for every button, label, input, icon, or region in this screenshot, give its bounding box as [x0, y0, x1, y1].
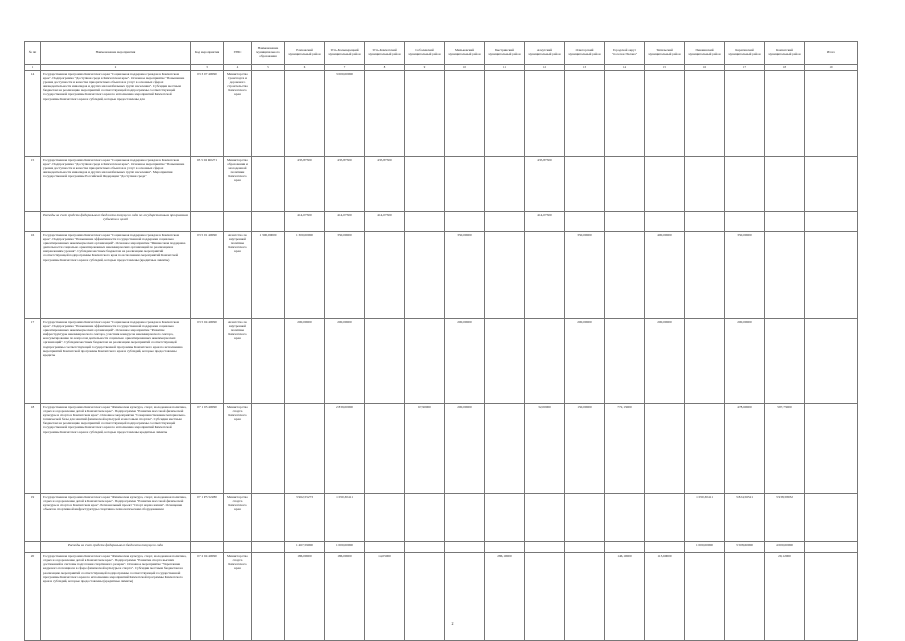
amount-cell	[485, 319, 525, 404]
amount-cell	[445, 542, 485, 553]
amount-cell: 414,07500	[525, 212, 565, 232]
amount-cell	[485, 404, 525, 494]
page-number: 2	[451, 621, 454, 626]
amount-cell: 414,07500	[365, 212, 405, 232]
column-number: 13	[565, 65, 605, 71]
amount-cell	[252, 319, 285, 404]
column-number: 18	[765, 65, 805, 71]
amount-cell	[365, 71, 405, 157]
column-header: Наименование муниципального образования	[252, 42, 285, 65]
amount-cell: 200,00000	[725, 319, 765, 404]
amount-cell: 113,60000	[645, 553, 685, 641]
amount-cell	[252, 553, 285, 641]
table-row	[25, 319, 858, 404]
amount-cell	[805, 553, 858, 641]
row-code: 07 1 P5 52280	[191, 494, 224, 542]
row-grbs: Министерство спорта Камчатского края	[224, 553, 252, 641]
amount-cell	[725, 212, 765, 232]
amount-cell	[525, 71, 565, 157]
amount-cell	[252, 494, 285, 542]
column-number: 19	[805, 65, 858, 71]
amount-cell: 3 962,55273	[285, 494, 325, 542]
amount-cell	[252, 157, 285, 212]
column-number: 6	[285, 65, 325, 71]
column-header: ГРБС	[224, 42, 252, 65]
amount-cell: 3 000,00000	[325, 71, 365, 157]
row-number: 20	[25, 553, 41, 641]
amount-cell: 435,87500	[365, 157, 405, 212]
amount-cell	[485, 232, 525, 319]
amount-cell	[252, 404, 285, 494]
amount-cell: 1 050,30411	[325, 494, 365, 542]
amount-cell	[725, 157, 765, 212]
row-grbs: Агентство по внутренней политике Камчатского края	[224, 232, 252, 319]
row-number: 19	[25, 494, 41, 542]
amount-cell	[605, 232, 645, 319]
amount-cell	[565, 494, 605, 542]
note-row	[25, 542, 858, 553]
amount-cell	[685, 319, 725, 404]
table-row	[25, 232, 858, 319]
row-code: 03 3 07 40090	[191, 71, 224, 157]
column-header: Быстринский муниципальный район	[485, 42, 525, 65]
amount-cell	[725, 553, 765, 641]
row-grbs: Министерство спорта Камчатского края	[224, 494, 252, 542]
amount-cell	[565, 157, 605, 212]
column-header: Тигильский муниципальный район	[645, 42, 685, 65]
amount-cell: 1 000,00000	[325, 542, 365, 553]
amount-cell: 186,00000	[285, 553, 325, 641]
row-grbs	[224, 212, 252, 232]
amount-cell: 772,13000	[605, 404, 645, 494]
amount-cell	[765, 157, 805, 212]
amount-cell	[252, 212, 285, 232]
row-code: 07 2 04 40090	[191, 553, 224, 641]
amount-cell: 1 300,00000	[252, 232, 285, 319]
row-description: Государственная программа Камчатского края "Социальная поддержка граждан в Камчатском крае". Подпрограмма "Доступная среда в Камчатском крае". Основное мероприятие "Повышение уровня доступности и качества приоритетных объектов и услуг в основных сферах жизнедеятельности инвалидов и других маломобильных групп населения". Мероприятия государственной программы Российской Федерации "Доступная среда"	[41, 157, 191, 212]
amount-cell	[725, 71, 765, 157]
column-number: 16	[685, 65, 725, 71]
amount-cell	[765, 319, 805, 404]
column-header: Мильковский муниципальный район	[445, 42, 485, 65]
amount-cell: 146,10000	[605, 553, 645, 641]
budget-table	[24, 41, 858, 641]
amount-cell: 350,00000	[325, 232, 365, 319]
amount-cell: 400,00000	[645, 232, 685, 319]
amount-cell	[565, 542, 605, 553]
column-number: 1	[25, 65, 41, 71]
amount-cell	[805, 232, 858, 319]
row-grbs: Агентство по внутренней политике Камчатского края	[224, 319, 252, 404]
amount-cell: 200,00000	[445, 319, 485, 404]
column-number: 9	[405, 65, 445, 71]
amount-cell: 32,00000	[525, 404, 565, 494]
amount-cell: 4 000,00000	[765, 542, 805, 553]
column-number: 4	[224, 65, 252, 71]
amount-cell	[485, 494, 525, 542]
row-grbs: Министерство образования и молодежной политики Камчатского края	[224, 157, 252, 212]
amount-cell: 150,00000	[565, 404, 605, 494]
amount-cell	[405, 157, 445, 212]
amount-cell: 435,87500	[325, 157, 365, 212]
amount-cell	[765, 232, 805, 319]
row-description: Государственная программа Камчатского края "Физическая культура, спорт, молодежная политика, отдых и оздоровление детей в Камчатском крае". Подпрограмма "Развитие массовой физической культуры и спорта в Камчатском крае". Основное мероприятие "Совершенствование материально-технической базы для занятий физической культурой и массовым спортом". Субсидии местным бюджетам на реализацию мероприятий соответствующей подпрограммы соответствующей государственной программы Камчатского края по исполнению мероприятий Камчатской программы Камчатского края и субсидий, которые предоставлены кредитные лимиты	[41, 404, 191, 494]
row-grbs: Министерство транспорта и дорожного строительства Камчатского края	[224, 71, 252, 157]
amount-cell	[445, 553, 485, 641]
amount-cell	[805, 212, 858, 232]
amount-cell	[685, 232, 725, 319]
row-grbs: Министерство спорта Камчатского края	[224, 404, 252, 494]
amount-cell	[805, 157, 858, 212]
column-header: Усть-Большерецкий муниципальный район	[325, 42, 365, 65]
amount-cell: 350,00000	[445, 232, 485, 319]
amount-cell: 414,07500	[285, 212, 325, 232]
amount-cell	[485, 157, 525, 212]
row-number: 14	[25, 71, 41, 157]
amount-cell	[645, 494, 685, 542]
row-number: 18	[25, 404, 41, 494]
amount-cell: 286,10000	[485, 553, 525, 641]
amount-cell	[805, 71, 858, 157]
amount-cell	[645, 157, 685, 212]
column-header: Усть-Камчатский муниципальный район	[365, 42, 405, 65]
row-code: 03 5 04 40090	[191, 319, 224, 404]
row-description: Государственная программа Камчатского края "Социальная поддержка граждан в Камчатском крае". Подпрограмма "Повышение эффективности государственной поддержки социально ориентированных некоммерческих организаций". Основное мероприятие "Финансовая поддержка деятельности социально ориентированных некоммерческих организаций по реализации и направлениям уровня". Субсидии местным бюджетам на реализацию мероприятий соответствующей подпрограммы Камчатского края по исполнению мероприятий Камчатской программы Камчатского края и субсидий, которые предоставлены (кредитные лимиты)	[41, 232, 191, 319]
amount-cell	[285, 404, 325, 494]
amount-cell	[765, 71, 805, 157]
amount-cell: 1 050,30411	[685, 494, 725, 542]
amount-cell	[405, 542, 445, 553]
amount-cell	[445, 71, 485, 157]
amount-cell	[805, 319, 858, 404]
column-number: 10	[445, 65, 485, 71]
row-grbs	[224, 542, 252, 553]
amount-cell	[525, 494, 565, 542]
amount-cell	[445, 212, 485, 232]
amount-cell	[805, 542, 858, 553]
amount-cell	[605, 71, 645, 157]
amount-cell	[645, 542, 685, 553]
amount-cell	[525, 553, 565, 641]
amount-cell	[365, 404, 405, 494]
row-code: 07 1 03 40090	[191, 404, 224, 494]
amount-cell: 3 824,56521	[725, 494, 765, 542]
amount-cell: 435,87500	[285, 157, 325, 212]
column-number: 17	[725, 65, 765, 71]
column-header: Карагинский муниципальный район	[725, 42, 765, 65]
column-number: 3	[191, 65, 224, 71]
column-number: 11	[485, 65, 525, 71]
table-row	[25, 404, 858, 494]
amount-cell	[685, 404, 725, 494]
column-header: Елизовский муниципальный район	[285, 42, 325, 65]
row-note: Расходы за счет средств федерального бюджета текущего года по государственным программам субъекта и целей	[41, 212, 191, 232]
amount-cell	[485, 212, 525, 232]
amount-cell: 186,00000	[325, 553, 365, 641]
row-number: 15	[25, 157, 41, 212]
amount-cell	[685, 212, 725, 232]
amount-cell	[565, 553, 605, 641]
table-row	[25, 553, 858, 641]
amount-cell: 2 839,00000	[325, 404, 365, 494]
row-code: 03 5 02 R0271	[191, 157, 224, 212]
amount-cell	[405, 553, 445, 641]
amount-cell	[685, 553, 725, 641]
column-header: Городской округ "поселок Палана"	[605, 42, 645, 65]
amount-cell	[485, 542, 525, 553]
amount-cell: 414,07500	[325, 212, 365, 232]
amount-cell	[405, 71, 445, 157]
row-description: Государственная программа Камчатского края "Физическая культура, спорт, молодежная политика, отдых и оздоровление детей в Камчатском крае". Подпрограмма "Развитие массовой физической культуры и спорта в Камчатском крае". Региональный проект "Спорт норма жизни". Оснащение объектов спортивной инфраструктуры спортивно-технологическим оборудованием	[41, 494, 191, 542]
row-code	[191, 542, 224, 553]
table-row	[25, 71, 858, 157]
column-number: 5	[252, 65, 285, 71]
row-note: Расходы за счет средств федерального бюджета текущего года	[41, 542, 191, 553]
amount-cell	[365, 494, 405, 542]
amount-cell	[765, 212, 805, 232]
amount-cell: 29,12000	[765, 553, 805, 641]
table-row	[25, 494, 858, 542]
note-row	[25, 212, 858, 232]
amount-cell: 478,60000	[725, 404, 765, 494]
amount-cell: 1 300,00000	[285, 232, 325, 319]
amount-cell: 435,87500	[525, 157, 565, 212]
amount-cell: 1 000,00000	[685, 542, 725, 553]
amount-cell: 350,00000	[565, 232, 605, 319]
column-number: 8	[365, 65, 405, 71]
amount-cell	[685, 71, 725, 157]
amount-cell	[525, 319, 565, 404]
row-description: Государственная программа Камчатского края "Социальная поддержка граждан в Камчатском крае". Подпрограмма "Повышение эффективности государственной поддержки социально ориентированных некоммерческих организаций". Основное мероприятие "Развитие инфраструктуры некоммерческого сектора, участник конкурсов некоммерческого сектора, консультирование по вопросам деятельности социально ориентированных некоммерческих организаций". Субсидии местным бюджетам на реализацию мероприятий соответствующей подпрограммы соответствующей государственной программы Камчатского края по исполнению мероприятий Камчатской программы Камчатского края и субсидий, которые предоставлены кредиты	[41, 319, 191, 404]
amount-cell	[405, 494, 445, 542]
row-description: Государственная программа Камчатского края "Физическая культура, спорт, молодежная политика, отдых и оздоровление детей в Камчатском крае". Подпрограмма "Развитие спорта высших достижений и системы подготовки спортивного резерва". Основное мероприятие "Укрепление кадрового потенциала в сфере физической культуры и спорта". Субсидии местным бюджетам на реализацию мероприятий соответствующей подпрограммы соответствующей государственной программы Камчатского края по исполнению мероприятий Камчатской программы Камчатского края и субсидий, которые предоставлены (кредитные лимиты)	[41, 553, 191, 641]
column-header: Код мероприятия	[191, 42, 224, 65]
column-header: Олюторский муниципальный район	[565, 42, 605, 65]
column-header: Камчатский муниципальный район	[765, 42, 805, 65]
row-number: 17	[25, 319, 41, 404]
column-header: Итого	[805, 42, 858, 65]
amount-cell	[605, 542, 645, 553]
amount-cell: 200,00000	[565, 319, 605, 404]
amount-cell	[485, 71, 525, 157]
column-number: 7	[325, 65, 365, 71]
column-number: 12	[525, 65, 565, 71]
amount-cell: 1 467,59000	[285, 542, 325, 553]
amount-cell	[605, 212, 645, 232]
amount-cell: 14,05000	[365, 553, 405, 641]
table-body	[25, 71, 858, 641]
amount-cell	[365, 542, 405, 553]
amount-cell: 3 938,58032	[765, 494, 805, 542]
amount-cell	[285, 71, 325, 157]
amount-cell	[525, 542, 565, 553]
amount-cell: 597,73000	[765, 404, 805, 494]
table-row	[25, 157, 858, 212]
row-code: 03 5 01 40090	[191, 232, 224, 319]
column-header: Пенжинский муниципальный район	[685, 42, 725, 65]
amount-cell	[405, 212, 445, 232]
amount-cell	[805, 494, 858, 542]
amount-cell: 200,00000	[445, 404, 485, 494]
column-header: № пп	[25, 42, 41, 65]
amount-cell	[645, 212, 685, 232]
column-header: Соболевский муниципальный район	[405, 42, 445, 65]
amount-cell	[365, 232, 405, 319]
header-row	[25, 42, 858, 65]
amount-cell	[605, 319, 645, 404]
amount-cell	[645, 71, 685, 157]
amount-cell	[445, 494, 485, 542]
amount-cell: 200,00000	[285, 319, 325, 404]
amount-cell	[445, 157, 485, 212]
row-number	[25, 542, 41, 553]
amount-cell	[565, 212, 605, 232]
amount-cell	[252, 71, 285, 157]
amount-cell	[405, 232, 445, 319]
row-code	[191, 212, 224, 232]
column-number: 14	[605, 65, 645, 71]
amount-cell: 200,00000	[645, 319, 685, 404]
amount-cell	[565, 71, 605, 157]
column-header: Наименование мероприятия	[41, 42, 191, 65]
column-number: 15	[645, 65, 685, 71]
row-description: Государственная программа Камчатского края "Социальная поддержка граждан в Камчатском крае". Подпрограмма "Доступная среда в Камчатском крае". Основное мероприятие "Повышение уровня доступности и качества приоритетных объектов и услуг в основных сферах жизнедеятельности инвалидов и других маломобильных групп населения". Субсидии местным бюджетам на реализацию мероприятий соответствующей подпрограммы соответствующей государственной программы Камчатского края по исполнению мероприятий Камчатской программы Камчатского края и субсидий, которые предоставлены для	[41, 71, 191, 157]
amount-cell: 200,00000	[325, 319, 365, 404]
row-number: 16	[25, 232, 41, 319]
amount-cell: 67,90000	[405, 404, 445, 494]
amount-cell	[365, 319, 405, 404]
amount-cell	[525, 232, 565, 319]
amount-cell: 3 508,60000	[725, 542, 765, 553]
amount-cell	[605, 157, 645, 212]
column-header: Алеутский муниципальный район	[525, 42, 565, 65]
row-number	[25, 212, 41, 232]
amount-cell	[645, 404, 685, 494]
amount-cell	[405, 319, 445, 404]
amount-cell	[805, 404, 858, 494]
amount-cell	[685, 157, 725, 212]
column-number: 2	[41, 65, 191, 71]
amount-cell: 350,00000	[725, 232, 765, 319]
amount-cell	[605, 494, 645, 542]
amount-cell	[252, 542, 285, 553]
